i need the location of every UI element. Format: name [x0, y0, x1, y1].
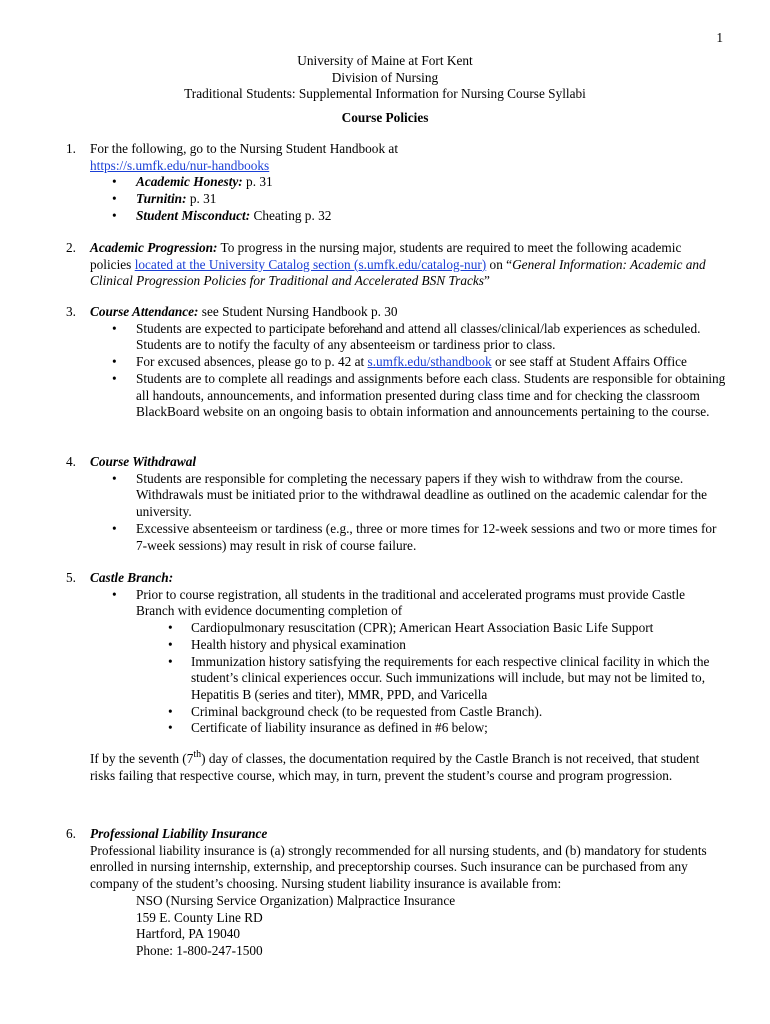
section-5-number: 5. — [66, 570, 76, 585]
list-item: • Students are responsible for completing the necessary papers if they wish to withdraw from the course. Withdrawals must be initiated prior to the withdrawal deadline as outlined on the academic calendar for the university. — [90, 471, 726, 521]
section-2 — [66, 240, 726, 290]
list-item: • Immunization history satisfying the requirements for each respective clinical facility in which the student’s clinical experiences occur. Such immunizations will include, but may not be limited to, Hepatitis B (series and titer), MMR, PPD, and Varicella — [90, 654, 726, 704]
address-line: Phone: 1-800-247-1500 — [136, 942, 263, 958]
list-item: • Student Misconduct: Cheating p. 32 — [90, 208, 726, 225]
section-1 — [66, 141, 726, 225]
list-item: • Excessive absenteeism or tardiness (e.g., three or more times for 12-week sessions and two or more times for 7-week sessions) may result in risk of course failure. — [90, 521, 726, 554]
list-item: • Academic Honesty: p. 31 — [90, 174, 726, 191]
header-university: University of Maine at Fort Kent — [297, 53, 473, 68]
section-4 — [66, 454, 726, 554]
address-line: Hartford, PA 19040 — [136, 926, 241, 942]
catalog-link[interactable]: located at the University Catalog section (s.umfk.edu/catalog-nur) — [134, 256, 487, 272]
handbook-link[interactable]: https://s.umfk.edu/nur-handbooks — [90, 157, 270, 173]
section-5 — [66, 570, 726, 784]
section-3-heading: Course Attendance: see Student Nursing Handbook p. 30 — [90, 304, 398, 319]
list-item: • Turnitin: p. 31 — [90, 191, 726, 208]
sthandbook-link[interactable]: s.umfk.edu/sthandbook — [367, 354, 492, 370]
page-number: 1 — [716, 30, 723, 45]
section-5-heading: Castle Branch: — [90, 570, 174, 585]
header-subtitle: Traditional Students: Supplemental Information for Nursing Course Syllabi — [184, 86, 586, 102]
section-4-heading: Course Withdrawal — [90, 454, 197, 469]
insurance-address — [90, 893, 726, 960]
list-item: • Criminal background check (to be requested from Castle Branch). — [90, 704, 726, 721]
document-header — [0, 53, 770, 103]
list-item: • Prior to course registration, all students in the traditional and accelerated programs must provide Castle Branch with evidence documenting completion of — [90, 587, 726, 620]
header-division: Division of Nursing — [331, 69, 439, 85]
list-item: • Certificate of liability insurance as defined in #6 below; — [90, 720, 726, 737]
section-2-text: Academic Progression: To progress in the nursing major, students are required to meet the following academic policies located at the University Catalog section (s.umfk.edu/catalog-nur) on “General Information: Academic and Clinical Progression Policies for Traditional and Accelerated BSN Tracks” — [90, 240, 706, 289]
list-item: • Students are to complete all readings and assignments before each class. Students are responsible for obtaining all handouts, announcements, and information presented during class time and for checking the classroom BlackBoard website on an ongoing basis to obtain information and announcements pertaining to the course. — [90, 371, 726, 421]
list-item: • Health history and physical examination — [90, 637, 726, 654]
address-line: NSO (Nursing Service Organization) Malpractice Insurance — [136, 892, 456, 908]
section-4-number: 4. — [66, 454, 76, 469]
section-6-heading: Professional Liability Insurance — [90, 826, 268, 841]
address-line: 159 E. County Line RD — [136, 909, 263, 925]
section-2-number: 2. — [66, 240, 76, 255]
section-6-number: 6. — [66, 826, 76, 841]
section-3 — [66, 304, 726, 421]
section-1-intro: For the following, go to the Nursing Student Handbook at — [90, 141, 399, 156]
list-item: • Students are expected to participate beforehand and attend all classes/clinical/lab experiences as scheduled. Students are to notify the faculty of any absenteeism or tardiness prior to class. — [90, 321, 726, 354]
list-item: • Cardiopulmonary resuscitation (CPR); American Heart Association Basic Life Support — [90, 620, 726, 637]
section-1-number: 1. — [66, 141, 76, 156]
list-item: • For excused absences, please go to p. 42 at s.umfk.edu/sthandbook or see staff at Student Affairs Office — [90, 354, 726, 371]
page-title: Course Policies — [341, 110, 429, 125]
section-6-text: Professional liability insurance is (a) strongly recommended for all nursing students, and (b) mandatory for students enrolled in nursing internship, externship, and preceptorship courses. Such insurance can be purchased from any company of the student’s choosing. Nursing student liability insurance is available from: — [90, 842, 707, 892]
section-5-paragraph: If by the seventh (7th) day of classes, the documentation required by the Castle Branch is not received, that student risks failing that respective course, which may, in turn, prevent the student’s course and program progression. — [90, 749, 700, 783]
section-3-number: 3. — [66, 304, 76, 319]
section-6 — [66, 826, 726, 960]
